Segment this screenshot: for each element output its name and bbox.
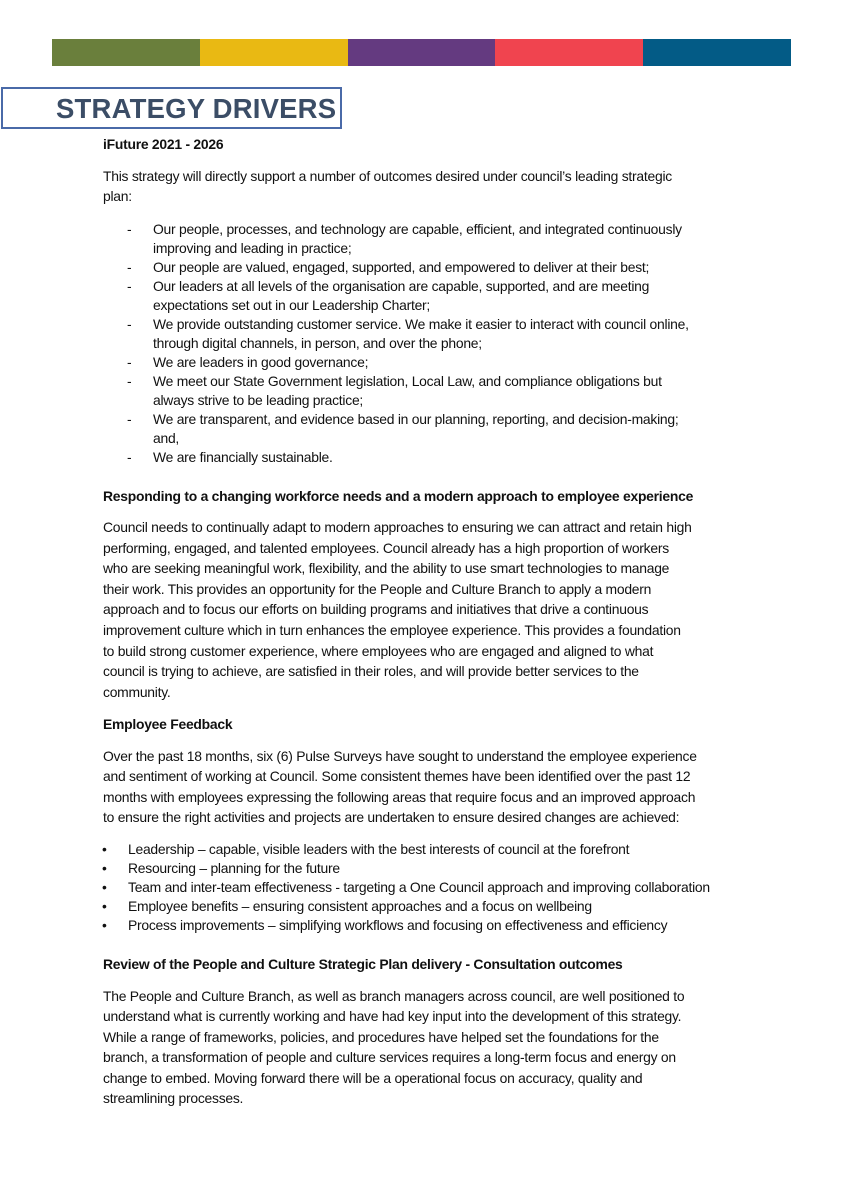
list-item-line: We are financially sustainable.	[153, 449, 333, 465]
list-item-line: Our people are valued, engaged, supported, and empowered to deliver at their best;	[153, 259, 650, 275]
dash-marker: -	[127, 411, 132, 427]
paragraph-line: council is trying to achieve, are satisfied in their roles, and will provide better services to the	[103, 663, 639, 679]
bullet-item: Team and inter-team effectiveness - targeting a One Council approach and improving collaboration	[128, 879, 710, 895]
dash-marker: -	[127, 316, 132, 332]
color-bar-segment-purple	[348, 39, 496, 66]
list-item-line: and,	[153, 430, 180, 446]
bullet-item: Resourcing – planning for the future	[128, 860, 340, 876]
paragraph-line: Council needs to continually adapt to modern approaches to ensuring we can attract and retain high	[103, 519, 692, 535]
list-item-line: Our leaders at all levels of the organisation are capable, supported, and are meeting	[153, 278, 650, 294]
intro-line: This strategy will directly support a number of outcomes desired under council’s leading strategic	[103, 168, 672, 184]
list-item-line: through digital channels, in person, and over the phone;	[153, 335, 482, 351]
list-item-line: We are transparent, and evidence based in our planning, reporting, and decision-making;	[153, 411, 679, 427]
paragraph-line: community.	[103, 684, 171, 700]
bullet-marker: •	[102, 841, 107, 857]
color-bar-segment-yellow	[200, 39, 348, 66]
page-title: STRATEGY DRIVERS	[56, 93, 337, 124]
paragraph-line: performing, engaged, and talented employees. Council already has a high proportion of workers	[103, 540, 669, 556]
paragraph-line: Over the past 18 months, six (6) Pulse Surveys have sought to understand the employee experience	[103, 748, 697, 764]
paragraph-line: to ensure the right activities and projects are undertaken to ensure desired changes are achieved:	[103, 809, 680, 825]
section-heading-review: Review of the People and Culture Strategic Plan delivery - Consultation outcomes	[103, 956, 623, 972]
dash-marker: -	[127, 449, 132, 465]
bullet-item: Process improvements – simplifying workflows and focusing on effectiveness and efficiency	[128, 917, 668, 933]
list-item-line: always strive to be leading practice;	[153, 392, 364, 408]
bullet-marker: •	[102, 898, 107, 914]
paragraph-line: approach and to focus our efforts on building programs and initiatives that drive a continuous	[103, 601, 649, 617]
color-bar-segment-blue	[643, 39, 791, 66]
bullet-item: Employee benefits – ensuring consistent approaches and a focus on wellbeing	[128, 898, 592, 914]
paragraph-line: and sentiment of working at Council. Some consistent themes have been identified over the past 12	[103, 768, 691, 784]
paragraph-line: The People and Culture Branch, as well as branch managers across council, are well positioned to	[103, 988, 685, 1004]
section-heading-workforce: Responding to a changing workforce needs and a modern approach to employee experience	[103, 488, 694, 504]
list-item-line: We meet our State Government legislation, Local Law, and compliance obligations but	[153, 373, 662, 389]
paragraph-line: change to embed. Moving forward there will be a operational focus on accuracy, quality and	[103, 1070, 643, 1086]
dash-marker: -	[127, 278, 132, 294]
dash-marker: -	[127, 354, 132, 370]
paragraph-line: branch, a transformation of people and culture services requires a long-term focus and energy on	[103, 1049, 676, 1065]
list-item-line: We provide outstanding customer service. We make it easier to interact with council online,	[153, 316, 689, 332]
list-item-line: improving and leading in practice;	[153, 240, 352, 256]
bullet-marker: •	[102, 917, 107, 933]
bullet-marker: •	[102, 860, 107, 876]
bullet-item: Leadership – capable, visible leaders with the best interests of council at the forefront	[128, 841, 630, 857]
paragraph-line: understand what is currently working and have had key input into the development of this strategy.	[103, 1008, 682, 1024]
list-item-line: expectations set out in our Leadership Charter;	[153, 297, 431, 313]
header-color-bar	[52, 39, 791, 66]
paragraph-line: their work. This provides an opportunity for the People and Culture Branch to apply a modern	[103, 581, 652, 597]
color-bar-segment-red	[495, 39, 643, 66]
paragraph-line: months with employees expressing the following areas that require focus and an improved approach	[103, 789, 696, 805]
color-bar-segment-green	[52, 39, 200, 66]
paragraph-line: streamlining processes.	[103, 1090, 244, 1106]
list-item-line: We are leaders in good governance;	[153, 354, 369, 370]
bullet-marker: •	[102, 879, 107, 895]
dash-marker: -	[127, 373, 132, 389]
dash-marker: -	[127, 259, 132, 275]
dash-marker: -	[127, 221, 132, 237]
section-heading-feedback: Employee Feedback	[103, 716, 233, 732]
paragraph-line: who are seeking meaningful work, flexibility, and the ability to use smart technologies to manage	[103, 560, 670, 576]
subtitle: iFuture 2021 - 2026	[103, 136, 224, 152]
paragraph-line: to build strong customer experience, where employees who are engaged and aligned to what	[103, 643, 654, 659]
paragraph-line: While a range of frameworks, policies, and procedures have helped set the foundations for the	[103, 1029, 659, 1045]
intro-line: plan:	[103, 188, 132, 204]
paragraph-line: improvement culture which in turn enhances the employee experience. This provides a foundation	[103, 622, 681, 638]
list-item-line: Our people, processes, and technology are capable, efficient, and integrated continuously	[153, 221, 682, 237]
